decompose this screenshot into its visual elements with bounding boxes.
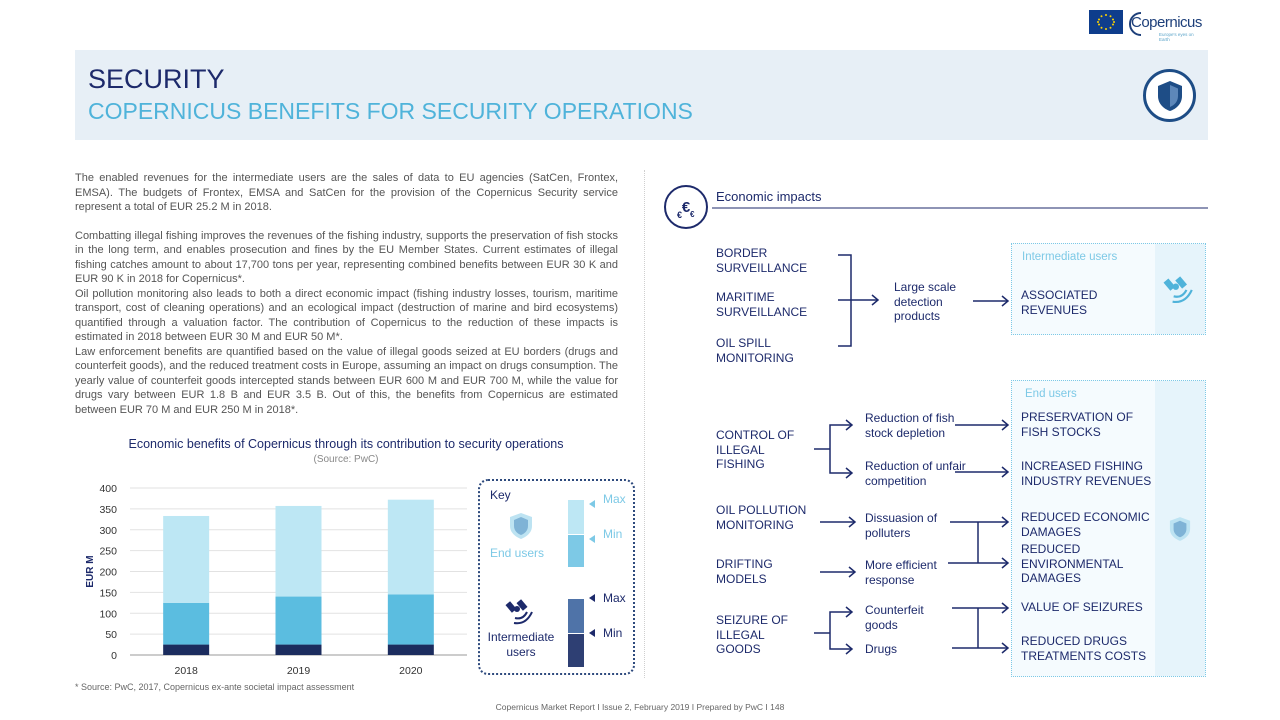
input-label: MARITIME SURVEILLANCE: [716, 290, 808, 319]
bar-chart: [75, 475, 475, 680]
output-label: PRESERVATION OF FISH STOCKS: [1021, 410, 1134, 439]
input-label: CONTROL OF ILLEGAL FISHING: [716, 428, 795, 471]
paragraph: The enabled revenues for the intermediate users are the sales of data to EU agencies (SatCen, Frontex, EMSA). The budgets of Frontex, EMSA and SatCen for the provision of the Copernicus Security service represent a total of EUR 25.2 M in 2018.: [75, 172, 618, 213]
input-label: BORDER SURVEILLANCE: [716, 246, 808, 275]
svg-text:€: €: [677, 210, 683, 220]
paragraph: Oil pollution monitoring also leads to both a direct economic impact (fishing industry losses, tourism, maritime transport, cost of cleaning operations) and an ecological impact (destruction of marine and bird ecosystems) quantified through a valuation factor. The contribution of Copernicus to the reduction of these impacts is estimated in 2018 between EUR 30 M and EUR 50 M*.: [75, 287, 618, 343]
x-tick-label: 2020: [399, 665, 423, 677]
key-min-label: Min: [603, 527, 623, 541]
bar-segment: [388, 500, 434, 595]
bar-segment: [163, 603, 209, 645]
bar-segment: [388, 594, 434, 644]
middle-label: More efficient response: [865, 558, 937, 587]
y-tick-label: 350: [99, 503, 117, 516]
paragraph: Law enforcement benefits are quantified based on the value of illegal goods seized at EU borders (drugs and counterfeit goods), and the reduced treatment costs in Europe, assuming an impact on drugs consumption. The yearly value of counterfeit goods intercepted stands between EUR 600 M and EUR 700 M, while the value for drugs vary between EUR 1.8 B and EUR 3.5 B. Out of this, the benefits from Copernicus are estimated between EUR 70 M and EUR 250 M in 2018*.: [75, 345, 618, 416]
shield-icon: [1143, 69, 1196, 122]
y-tick-label: 100: [99, 608, 117, 621]
y-tick-label: 250: [99, 545, 117, 558]
page-footer: Copernicus Market Report I Issue 2, February 2019 I Prepared by PwC I 148: [495, 702, 785, 712]
middle-label: Dissuasion of polluters: [865, 511, 938, 540]
input-label: DRIFTING MODELS: [716, 557, 773, 586]
eu-flag-logo: [1089, 10, 1123, 34]
page-subtitle: COPERNICUS BENEFITS FOR SECURITY OPERATIONS: [88, 98, 693, 124]
y-tick-label: 0: [111, 650, 117, 662]
satellite-icon: [505, 598, 535, 628]
shield-icon: [509, 512, 533, 540]
input-label: SEIZURE OF ILLEGAL GOODS: [716, 613, 789, 656]
key-title: Key: [490, 488, 511, 502]
key-swatches: [566, 498, 606, 668]
bar-segment: [276, 645, 322, 655]
x-tick-label: 2019: [286, 665, 311, 677]
euro-coins-icon: [665, 186, 707, 228]
paragraph: Combatting illegal fishing improves the revenues of the fishing industry, supports the preservation of fish stocks in the long term, and enables prosecution and fines by the EU Member States. Current estimates of illegal fishing catches amount to about 17,700 tons per year, representing combined benefits between EUR 30 K and EUR 90 K in 2018 for Copernicus*.: [75, 229, 618, 285]
key-max-label: Max: [603, 492, 626, 506]
y-axis-label: EUR M: [85, 555, 96, 588]
chart-source: (Source: PwC): [313, 454, 379, 465]
output-label: REDUCED ECONOMIC DAMAGES: [1021, 510, 1150, 539]
column-divider: [644, 170, 645, 678]
bar-segment: [276, 506, 322, 597]
middle-label: Reduction of unfair competition: [865, 459, 966, 488]
logo-tagline: Europe's eyes on Earth: [1159, 32, 1194, 42]
input-label: OIL SPILL MONITORING: [716, 336, 794, 365]
y-tick-label: 150: [99, 587, 117, 600]
satellite-icon: [1163, 275, 1195, 307]
y-tick-label: 300: [99, 524, 117, 537]
middle-label: Large scale detection products: [894, 280, 957, 323]
diagram-title: Economic impacts: [716, 189, 822, 204]
middle-label: Counterfeit goods: [865, 603, 924, 632]
bar-segment: [388, 645, 434, 655]
bar-segment: [163, 645, 209, 655]
output-label: REDUCED DRUGS TREATMENTS COSTS: [1021, 634, 1147, 663]
page-title: SECURITY: [88, 64, 225, 94]
output-label: REDUCED ENVIRONMENTAL DAMAGES: [1021, 542, 1124, 585]
key-end-users: End users: [490, 546, 545, 560]
key-max-label: Max: [603, 591, 626, 605]
body-text: [75, 171, 618, 417]
key-min-label: Min: [603, 626, 623, 640]
svg-text:€: €: [690, 210, 695, 219]
output-label: ASSOCIATED REVENUES: [1021, 288, 1098, 317]
output-label: INCREASED FISHING INDUSTRY REVENUES: [1021, 459, 1152, 488]
key-intermediate-users: Intermediate users: [487, 630, 555, 659]
x-tick-label: 2018: [174, 665, 198, 677]
middle-label: Reduction of fish stock depletion: [865, 411, 955, 440]
footnote: * Source: PwC, 2017, Copernicus ex-ante societal impact assessment: [75, 682, 355, 692]
logo-text: Copernicus: [1131, 14, 1202, 31]
title-band: [75, 50, 1208, 140]
y-tick-label: 400: [99, 483, 117, 495]
bar-segment: [276, 597, 322, 645]
box-label: Intermediate users: [1022, 251, 1118, 263]
chart-title: Economic benefits of Copernicus through its contribution to security operations: [128, 437, 564, 451]
bar-segment: [163, 516, 209, 603]
chart-key: [478, 479, 635, 675]
middle-label: Drugs: [865, 642, 898, 656]
shield-icon: [1169, 516, 1191, 542]
y-tick-label: 200: [99, 566, 117, 579]
svg-text:€: €: [681, 199, 691, 216]
output-label: VALUE OF SEIZURES: [1021, 600, 1143, 614]
copernicus-logo: [1129, 8, 1205, 42]
box-label: End users: [1025, 388, 1077, 400]
y-tick-label: 50: [105, 629, 117, 642]
input-label: OIL POLLUTION MONITORING: [716, 503, 807, 532]
